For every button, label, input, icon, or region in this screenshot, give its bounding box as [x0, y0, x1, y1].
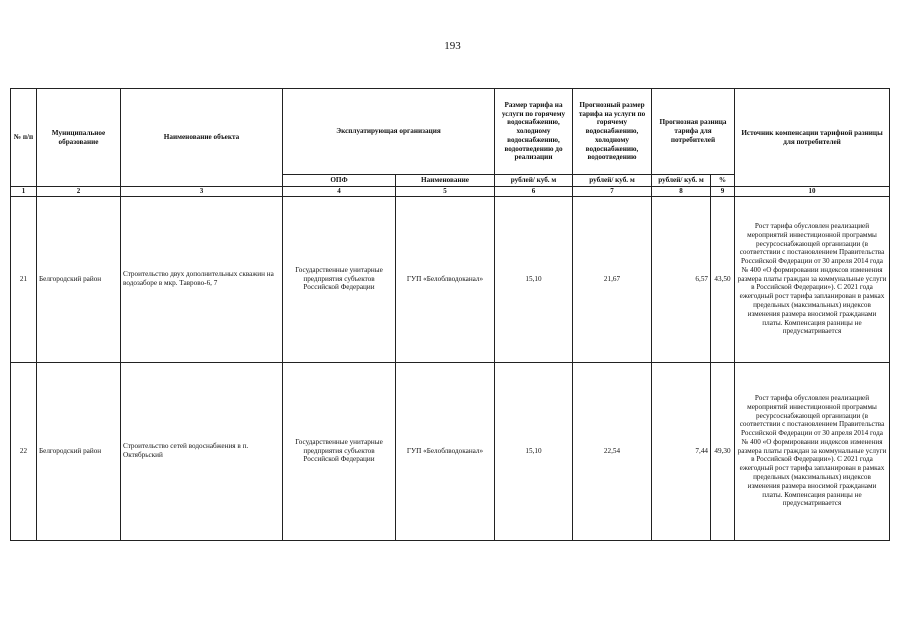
row-percent: 43,50: [711, 196, 735, 362]
row-opf: Государственные унитарные предприятия субъектов Российской Федерации: [283, 196, 396, 362]
row-operator-name: ГУП «Белоблводоканал»: [396, 196, 495, 362]
subheader-unit-tariff: рублей/ куб. м: [495, 175, 573, 187]
column-number: 9: [711, 187, 735, 197]
row-tariff: 15,10: [495, 362, 573, 540]
row-source: Рост тарифа обусловлен реализацией мероприятий инвестиционной программы ресурсоснабжающей организации (в соответствии с постановлением Правительства Российской Федерации от 30 апреля 2014 года № 400 «О формировании индексов изменения размера платы граждан за коммунальные услуги в Российской Федерации»). С 2021 года ежегодный рост тарифа запланирован в рамках предельных (максимальных) индексов изменения размера вносимой гражданами платы. Компенсация разницы не предусматривается: [735, 196, 890, 362]
row-diff: 6,57: [652, 196, 711, 362]
header-no: № п/п: [11, 89, 37, 187]
subheader-name: Наименование: [396, 175, 495, 187]
row-municipality: Белгородский район: [37, 196, 121, 362]
row-municipality: Белгородский район: [37, 362, 121, 540]
subheader-opf: ОПФ: [283, 175, 396, 187]
header-source: Источник компенсации тарифной разницы для потребителей: [735, 89, 890, 187]
subheader-percent: %: [711, 175, 735, 187]
header-row: [11, 89, 890, 175]
column-number: 4: [283, 187, 396, 197]
table-row: [11, 196, 890, 362]
column-number: 3: [121, 187, 283, 197]
row-tariff: 15,10: [495, 196, 573, 362]
row-opf: Государственные унитарные предприятия субъектов Российской Федерации: [283, 362, 396, 540]
row-percent: 49,30: [711, 362, 735, 540]
column-number: 7: [573, 187, 652, 197]
row-forecast: 21,67: [573, 196, 652, 362]
row-forecast: 22,54: [573, 362, 652, 540]
page-number: 193: [444, 40, 461, 52]
column-number: 6: [495, 187, 573, 197]
tariff-table: [10, 88, 890, 541]
row-no: 21: [11, 196, 37, 362]
table-row: [11, 362, 890, 540]
column-number: 5: [396, 187, 495, 197]
row-no: 22: [11, 362, 37, 540]
header-forecast-tariff: Прогнозный размер тарифа на услуги по горячему водоснабжению, холодному водоснабжению, водоотведению: [573, 89, 652, 175]
column-number: 10: [735, 187, 890, 197]
row-object: Строительство двух дополнительных скважин на водозаборе в мкр. Таврово-6, 7: [121, 196, 283, 362]
header-tariff: Размер тарифа на услуги по горячему водоснабжению, холодному водоснабжению, водоотведению до реализации: [495, 89, 573, 175]
column-number: 2: [37, 187, 121, 197]
header-operator: Эксплуатирующая организация: [283, 89, 495, 175]
row-operator-name: ГУП «Белоблводоканал»: [396, 362, 495, 540]
row-object: Строительство сетей водоснабжения в п. Октябрьский: [121, 362, 283, 540]
row-diff: 7,44: [652, 362, 711, 540]
subheader-unit-forecast: рублей/ куб. м: [573, 175, 652, 187]
header-municipality: Муниципальное образование: [37, 89, 121, 187]
header-object: Наименование объекта: [121, 89, 283, 187]
header-difference: Прогнозная разница тарифа для потребителей: [652, 89, 735, 175]
column-number-row: [11, 187, 890, 197]
subheader-unit-diff: рублей/ куб. м: [652, 175, 711, 187]
column-number: 1: [11, 187, 37, 197]
column-number: 8: [652, 187, 711, 197]
row-source: Рост тарифа обусловлен реализацией мероприятий инвестиционной программы ресурсоснабжающей организации (в соответствии с постановлением Правительства Российской Федерации от 30 апреля 2014 года № 400 «О формировании индексов изменения размера платы граждан за коммунальные услуги в Российской Федерации»). С 2021 года ежегодный рост тарифа запланирован в рамках предельных (максимальных) индексов изменения размера вносимой гражданами платы. Компенсация разницы не предусматривается: [735, 362, 890, 540]
